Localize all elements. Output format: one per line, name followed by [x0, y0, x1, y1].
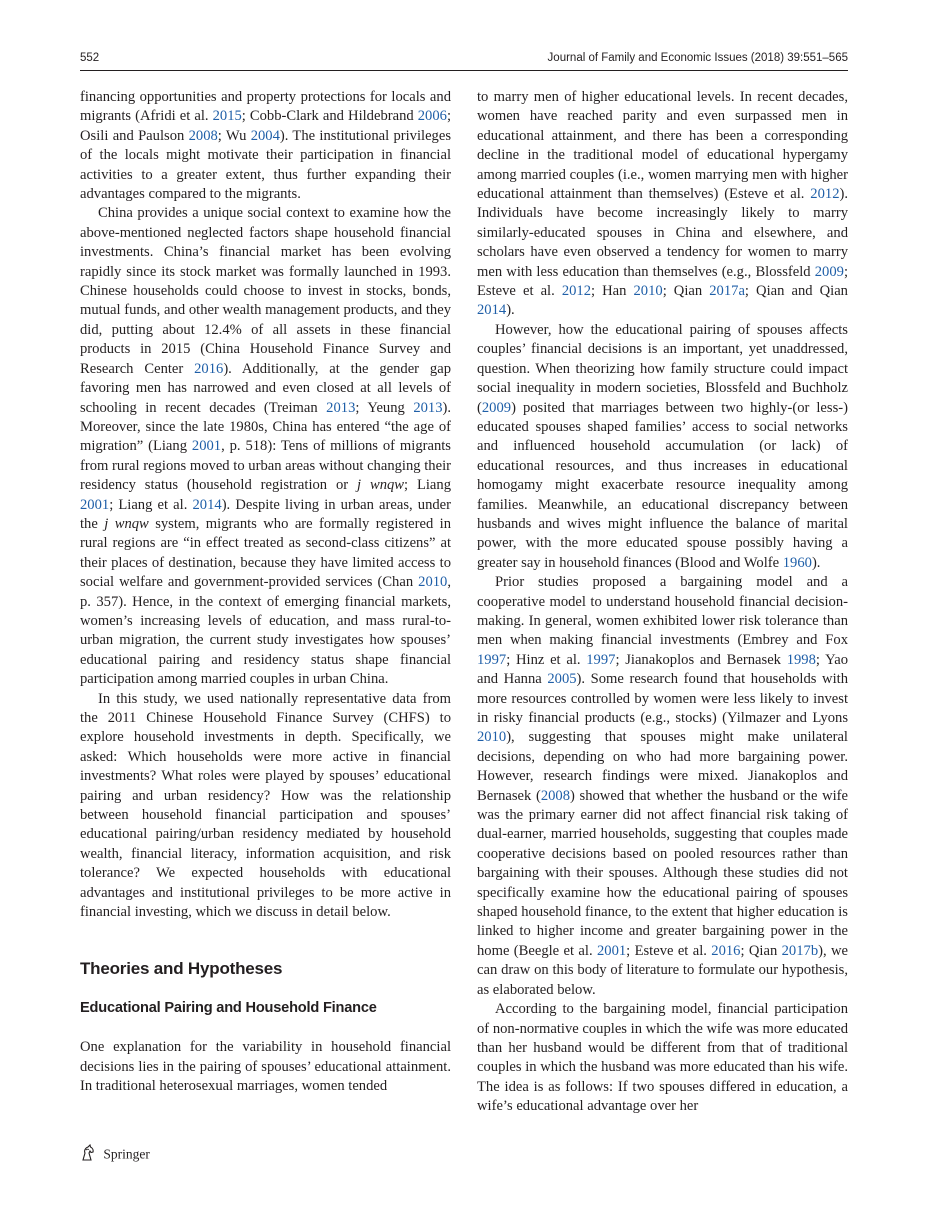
text-run: ). Some research found that households with more resources controlled by women were less likely to invest in risky financial products (e.g., stocks) (Yilmazer and Lyons	[477, 671, 848, 726]
text-run: ). Individuals have become increasingly likely to marry similarly-educated spouses in China and elsewhere, and scholars have even observed a tendency for women to marry men with less education than themselves (e.g., Blossfeld	[477, 186, 848, 280]
text-run: According to the bargaining model, financial participation of non-normative couples in which the wife was more educated than her husband would be different from that of traditional couples in which the husband was more educated than his wife. The idea is as follows: If two spouses differed in education, a wife’s educational advantage over her	[477, 1001, 848, 1115]
citation-link[interactable]: 1998	[786, 651, 816, 668]
paragraph	[477, 1000, 848, 1116]
citation-link[interactable]: 2008	[540, 787, 571, 804]
citation-link[interactable]: 2016	[711, 942, 741, 959]
text-run: ). Additionally, at the gender gap favoring men has narrowed and even closed at all levels of schooling in recent decades (Treiman	[80, 360, 451, 416]
text-run: system, migrants who are formally registered in rural regions are “in effect treated as second-class citizens” at their places of destination, because they have limited access to social welfare and government-provided services (Chan	[80, 515, 451, 591]
text-run: China provides a unique social context to examine how the above-mentioned neglected factors shape household financial investments. China’s financial market has been evolving rapidly since its stock market was formally launched in 1993. Chinese households could choose to invest in stocks, bonds, mutual funds, and other wealth management products, and they did, putting about 12.4% of all assets in these financial products in 2015 (China Household Finance Survey and Research Center	[80, 205, 451, 377]
text-run: ).	[506, 302, 515, 319]
citation-link[interactable]: 2013	[326, 399, 356, 416]
text-run: financing opportunities and property protections for locals and migrants (Afridi et al.	[80, 89, 451, 125]
text-run: ; Qian and Qian	[744, 283, 848, 300]
citation-link[interactable]: 2010	[633, 283, 663, 300]
paragraph	[80, 1038, 451, 1096]
text-run: , p. 518): Tens of millions of migrants from rural regions moved to urban areas without changing their residency status (household registration or	[80, 438, 451, 494]
citation-link[interactable]: 2014	[477, 302, 507, 319]
text-run: ).	[811, 554, 821, 571]
text-run: ; Osili and Paulson	[80, 108, 451, 144]
citation-link[interactable]: 2001	[596, 942, 627, 959]
text-run: One explanation for the variability in household financial decisions lies in the pairing of spouses’ educational attainment. In traditional heterosexual marriages, women tended	[80, 1039, 451, 1095]
publisher-name: Springer	[103, 1146, 150, 1162]
text-run: ), we can draw on this body of literature to formulate our hypothesis, as elaborated below.	[477, 942, 848, 998]
text-run: ), suggesting that spouses might make unilateral decisions, depending on who had more bargaining power. However, research findings were mixed. Jianakoplos and Bernasek (	[477, 729, 848, 804]
citation-link[interactable]: 2009	[814, 263, 844, 280]
citation-link[interactable]: 2006	[417, 108, 447, 125]
journal-citation: Journal of Family and Economic Issues (2018) 39:551–565	[547, 52, 848, 64]
text-run: ; Liang et al.	[109, 496, 193, 513]
text-run: ; Esteve et al.	[626, 942, 712, 959]
citation-link[interactable]: 2005	[547, 671, 577, 688]
citation-link[interactable]: 1997	[477, 651, 507, 668]
citation-link[interactable]: 2016	[194, 360, 224, 377]
text-run: , p. 357). Hence, in the context of emerging financial markets, women’s increasing levels of education, and mass rural-to-urban migration, the current study investigates how spouses’ educational pairing and residency status shape financial participation among married couples in urban China.	[80, 574, 451, 688]
right-column	[477, 88, 848, 1117]
section-heading: Theories and Hypotheses	[80, 959, 283, 979]
citation-link[interactable]: 2017b	[781, 942, 819, 959]
citation-link[interactable]: 2010	[418, 574, 448, 591]
citation-link[interactable]: 2001	[80, 496, 110, 513]
left-column	[80, 88, 451, 1097]
text-run: ; Liang	[404, 477, 452, 494]
text-run: Prior studies proposed a bargaining model and a cooperative model to understand household financial decision-making. In general, women exhibited lower risk tolerance than men when making financial investments (Embrey and Fox	[477, 574, 848, 649]
citation-link[interactable]: 2014	[192, 496, 222, 513]
citation-link[interactable]: 2012	[810, 186, 840, 203]
text-run: ). Moreover, since the late 1980s, China has entered “the age of migration” (Liang	[80, 399, 452, 455]
text-run: However, how the educational pairing of spouses affects couples’ financial decisions is an important, yet unaddressed, question. When theorizing how family structure could impact social inequality in modern societies, Blossfeld and Buchholz (	[477, 321, 848, 416]
citation-link[interactable]: 2009	[481, 399, 512, 416]
paragraph	[477, 321, 848, 573]
text-run: ; Cobb-Clark and Hildebrand	[241, 108, 418, 125]
page-number: 552	[80, 52, 100, 64]
citation-link[interactable]: 2001	[191, 438, 222, 455]
citation-link[interactable]: 2015	[212, 108, 242, 125]
text-run: to marry men of higher educational levels. In recent decades, women have reached parity and even surpassed men in educational attainment, and there has been a corresponding decline in the traditional model of educational hypergamy among married couples (i.e., women marrying men with higher educational attainment than themselves) (Esteve et al.	[477, 89, 848, 203]
text-run: ; Esteve et al.	[477, 263, 848, 300]
text-run: ) posited that marriages between two highly-(or less-) educated spouses shaped families’ access to social networks and influenced household accumulation (or lack) of educational resources, and thus increases in educational homogamy might exacerbate resource inequality among families. Meanwhile, an educational discrepancy between husbands and wives might influence the balance of marital power, with the more educated spouse possibly having a greater say in household finances (Blood and Wolfe	[477, 399, 848, 571]
citation-link[interactable]: 2012	[561, 283, 591, 300]
paragraph	[80, 88, 451, 204]
text-run: ; Hinz et al.	[506, 651, 587, 668]
citation-link[interactable]: 1960	[782, 554, 812, 571]
running-header	[80, 50, 848, 68]
text-run: ). The institutional privileges of the locals might motivate their participation in financial activities to a greater extent, thus further expanding their advantages compared to the migrants.	[80, 127, 452, 203]
text-run: ; Wu	[217, 127, 251, 144]
subsection-heading: Educational Pairing and Household Finance	[80, 1000, 377, 1017]
text-run: ; Han	[591, 283, 634, 300]
citation-link[interactable]: 2013	[413, 399, 443, 416]
paragraph	[477, 573, 848, 1000]
text-run: ; Jianakoplos and Bernasek	[615, 651, 787, 668]
text-run: ; Yao and Hanna	[477, 651, 848, 688]
citation-link[interactable]: 2008	[188, 127, 218, 144]
citation-link[interactable]: 1997	[586, 651, 616, 668]
text-run: ). Despite living in urban areas, under the	[80, 496, 451, 532]
paragraph	[477, 88, 848, 321]
text-run: ; Qian	[740, 942, 782, 959]
citation-link[interactable]: 2017a	[709, 283, 745, 300]
text-run: ; Yeung	[355, 399, 414, 416]
text-run: ) showed that whether the husband or the wife was the primary earner did not affect financial risk taking of dual-earner, married households, suggesting that couples made cooperative decisions based on pooled resources rather than bargaining with their spouses. Although these studies did not specifically examine how the educational pairing of spouses shaped household finance, to the extent that higher education is linked to higher income and greater bargaining power in the home (Beegle et al.	[477, 787, 849, 959]
italic-term: j wnqw	[104, 515, 149, 532]
header-rule	[80, 70, 848, 71]
paragraph	[80, 204, 451, 689]
text-run: ; Qian	[662, 283, 710, 300]
springer-horse-icon	[80, 1144, 96, 1165]
citation-link[interactable]: 2010	[477, 729, 507, 746]
italic-term: j wnqw	[357, 477, 405, 494]
citation-link[interactable]: 2004	[250, 127, 280, 144]
page-footer	[80, 1144, 150, 1164]
text-run: In this study, we used nationally representative data from the 2011 Chinese Household Finance Survey (CHFS) to explore household investments in depth. Specifically, we asked: Which households were more active in financial investments? What roles were played by spouses’ educational pairing and urban residency? How was the relationship between household financial participation and spouses’ educational pairing/urban residency mediated by household wealth, financial literacy, information acquisition, and risk tolerance? We expected households with educational advantages and institutional privileges to be more active in financial investing, which we discuss in detail below.	[80, 690, 451, 921]
paragraph	[80, 690, 451, 923]
